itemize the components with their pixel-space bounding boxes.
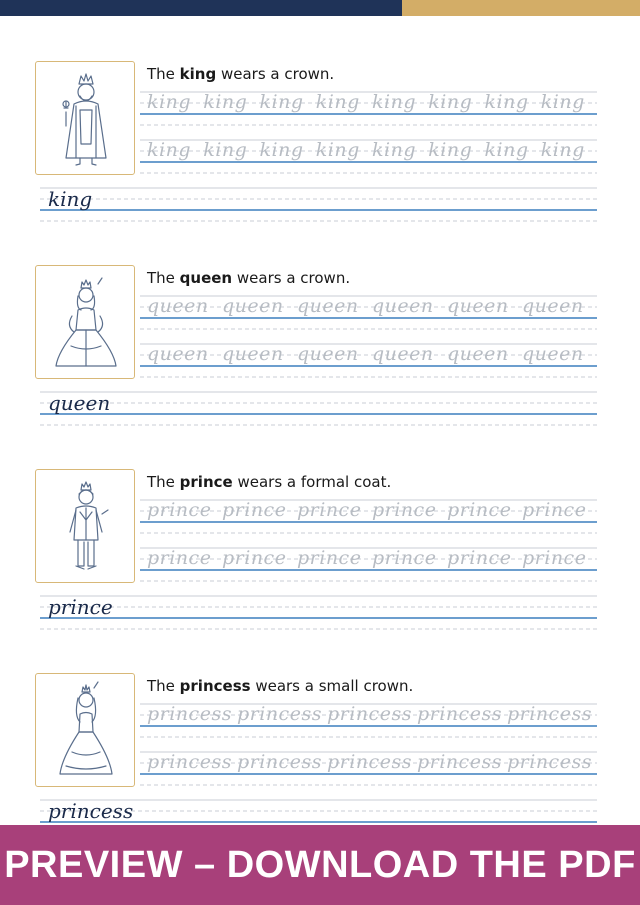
trace-word: king: [203, 91, 248, 113]
practice-line[interactable]: [150, 799, 590, 827]
model-word-prince: prince: [48, 595, 113, 619]
trace-word: princess: [417, 751, 502, 773]
top-color-bar: [0, 0, 640, 16]
sentence-keyword: prince: [179, 473, 233, 491]
trace-word: king: [203, 139, 248, 161]
top-bar-navy: [0, 0, 402, 16]
sentence-keyword: queen: [179, 269, 233, 287]
trace-row: [147, 499, 597, 529]
trace-word: princess: [417, 703, 502, 725]
practice-line[interactable]: [150, 391, 590, 419]
trace-word: queen: [147, 343, 209, 365]
trace-word: princess: [147, 703, 232, 725]
practice-line[interactable]: [150, 187, 590, 215]
trace-word: prince: [222, 499, 287, 521]
sentence-post: wears a formal coat.: [232, 473, 392, 491]
sentence-king: [147, 65, 334, 83]
trace-word: queen: [222, 295, 284, 317]
trace-word: king: [428, 91, 473, 113]
sentence-post: wears a crown.: [232, 269, 351, 287]
trace-word: prince: [297, 547, 362, 569]
trace-word: queen: [522, 343, 584, 365]
trace-word: princess: [237, 751, 322, 773]
trace-word: king: [315, 91, 360, 113]
princess-illustration-icon: [35, 673, 135, 787]
trace-row: [147, 751, 597, 781]
trace-word: queen: [297, 295, 359, 317]
model-word-princess: princess: [48, 799, 134, 823]
trace-word: queen: [522, 295, 584, 317]
trace-word: prince: [447, 547, 512, 569]
model-word-queen: queen: [48, 391, 111, 415]
trace-word: king: [484, 139, 529, 161]
trace-word: queen: [372, 343, 434, 365]
trace-word: king: [147, 91, 191, 113]
trace-word: queen: [372, 295, 434, 317]
trace-word: queen: [447, 343, 509, 365]
trace-row: [147, 343, 597, 373]
trace-word: prince: [522, 547, 587, 569]
trace-word: king: [540, 139, 585, 161]
sentence-pre: The: [147, 677, 180, 695]
trace-word: queen: [222, 343, 284, 365]
sentence-pre: The: [147, 65, 180, 83]
trace-word: king: [428, 139, 473, 161]
trace-word: princess: [327, 751, 412, 773]
trace-word: prince: [222, 547, 287, 569]
prince-illustration-icon: [35, 469, 135, 583]
trace-word: prince: [147, 547, 212, 569]
trace-row: [147, 295, 597, 325]
king-illustration-icon: [35, 61, 135, 175]
trace-word: princess: [237, 703, 322, 725]
trace-row: [147, 703, 597, 733]
trace-row: [147, 547, 597, 577]
trace-word: queen: [147, 295, 209, 317]
sentence-queen: [147, 269, 350, 287]
trace-word: king: [372, 91, 416, 113]
trace-word: king: [259, 139, 304, 161]
sentence-prince: [147, 473, 391, 491]
trace-word: prince: [147, 499, 212, 521]
trace-word: prince: [372, 547, 437, 569]
trace-word: prince: [372, 499, 437, 521]
trace-word: king: [540, 91, 585, 113]
top-bar-gold: [402, 0, 640, 16]
trace-word: princess: [507, 703, 592, 725]
model-word-king: king: [48, 187, 93, 211]
trace-row: [147, 139, 597, 169]
trace-row: [147, 91, 597, 121]
trace-word: king: [259, 91, 304, 113]
sentence-keyword: king: [179, 65, 217, 83]
section-king: [0, 61, 640, 261]
sentence-keyword: princess: [179, 677, 251, 695]
trace-word: queen: [297, 343, 359, 365]
section-queen: [0, 265, 640, 465]
sentence-princess: [147, 677, 413, 695]
trace-word: prince: [297, 499, 362, 521]
queen-illustration-icon: [35, 265, 135, 379]
trace-word: king: [372, 139, 416, 161]
practice-line[interactable]: [150, 595, 590, 623]
trace-word: king: [315, 139, 360, 161]
trace-word: princess: [327, 703, 412, 725]
section-prince: [0, 469, 640, 669]
trace-word: prince: [447, 499, 512, 521]
trace-word: queen: [447, 295, 509, 317]
sentence-pre: The: [147, 473, 180, 491]
trace-word: prince: [522, 499, 587, 521]
trace-word: princess: [147, 751, 232, 773]
sentence-pre: The: [147, 269, 180, 287]
trace-word: king: [484, 91, 529, 113]
sentence-post: wears a small crown.: [250, 677, 414, 695]
trace-word: princess: [507, 751, 592, 773]
preview-banner[interactable]: PREVIEW – DOWNLOAD THE PDF: [0, 825, 640, 905]
trace-word: king: [147, 139, 191, 161]
sentence-post: wears a crown.: [216, 65, 335, 83]
